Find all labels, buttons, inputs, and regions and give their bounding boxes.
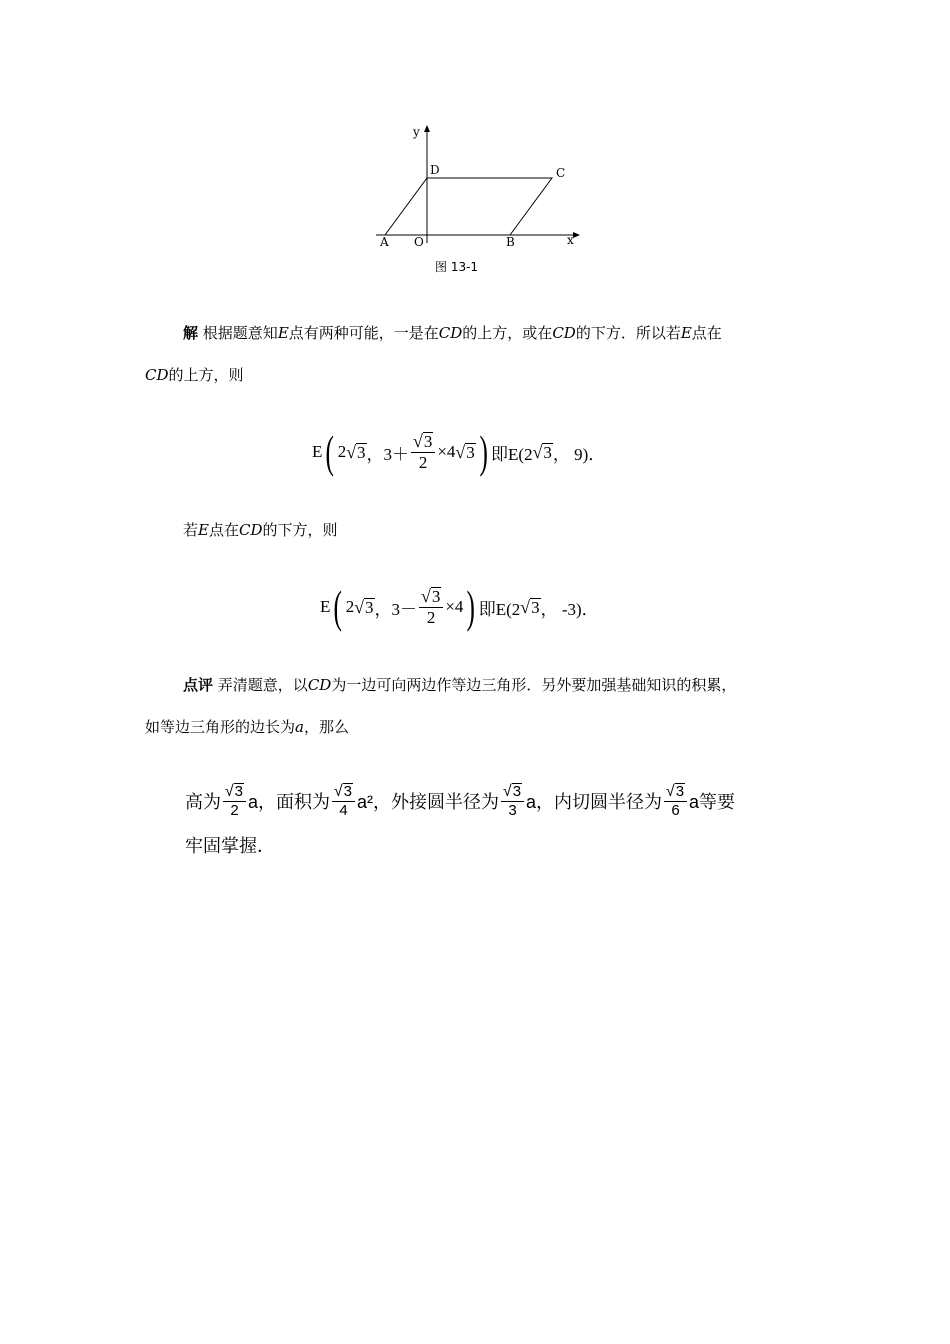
label-c: C <box>556 166 566 180</box>
parallelogram-abcd <box>385 178 552 235</box>
condition-2 <box>183 523 338 538</box>
eq2-sep: ， <box>374 599 392 619</box>
eq1-close-paren: ) <box>479 426 488 477</box>
eq1-a: 2 <box>337 442 347 461</box>
review-text-2: 如等边三角形的边长为 <box>145 718 296 736</box>
eq1-sep: ， <box>366 444 384 464</box>
cond2-mid: 点在 <box>208 521 239 539</box>
point-e-2: E <box>680 324 692 342</box>
label-d: D <box>430 163 440 177</box>
solution-text-d: 的下方．所以若 <box>575 324 681 342</box>
label-b: B <box>506 235 515 249</box>
review-text-1b: 为一边可向两边作等边三角形．另外要加强基础知识的积累， <box>331 676 737 694</box>
eq2-then: 即E(2 <box>478 599 521 619</box>
eq1-times: ×4 <box>437 442 456 461</box>
review-cd: CD <box>307 676 332 694</box>
solution-text: 根据题意知 <box>202 324 278 342</box>
eq2-sqrt-3: √ 3 <box>520 596 540 617</box>
review-text-1: 弄清题意，以 <box>217 676 308 694</box>
solution-line-1 <box>183 326 722 341</box>
eq1-fraction: √ 3 2 <box>411 432 435 472</box>
cond2-post: 的下方，则 <box>262 521 338 539</box>
eq1-sqrt-2: √ 3 <box>455 441 475 462</box>
summary-s1: a，面积为 <box>248 792 331 812</box>
point-e: E <box>277 324 289 342</box>
eq2-times: ×4 <box>445 597 464 616</box>
solution-text-b: 点有两种可能，一是在 <box>288 324 439 342</box>
eq1-sqrt-3: √ 3 <box>532 441 552 462</box>
review-text-2b: ，那么 <box>303 718 349 736</box>
cond2-e: E <box>198 521 209 539</box>
cond2-cd: CD <box>238 521 263 539</box>
summary-p1: 高为 <box>185 792 221 812</box>
summary-line-1 <box>185 775 735 827</box>
solution-label: 解 <box>183 324 199 342</box>
equation-1 <box>312 420 605 484</box>
label-x: x <box>567 233 574 247</box>
summary-s3: a，内切圆半径为 <box>526 792 663 812</box>
solution-text-f: 的上方，则 <box>168 366 244 384</box>
solution-text-e: 点在 <box>691 324 722 342</box>
eq1-b: 3＋ <box>383 444 410 464</box>
y-axis-arrow-icon <box>424 125 430 132</box>
segment-cd-3: CD <box>145 366 169 384</box>
eq2-sqrt: √ 3 <box>354 596 374 617</box>
segment-cd: CD <box>438 324 463 342</box>
summary-line-2: 牢固掌握． <box>185 836 275 856</box>
label-y: y <box>413 125 420 139</box>
eq2-close-paren: ) <box>466 581 476 632</box>
summary-s4: a等要 <box>689 792 736 812</box>
review-line-2 <box>145 720 349 735</box>
eq1-e: E <box>312 442 323 461</box>
summary-frac-3: √ 3 3 <box>501 783 524 819</box>
summary-frac-1: √ 3 2 <box>223 783 246 819</box>
review-line-1 <box>183 678 736 693</box>
review-label: 点评 <box>183 676 214 694</box>
solution-line-2 <box>145 368 244 383</box>
eq1-open-paren: ( <box>325 426 335 477</box>
eq2-e: E <box>320 597 331 616</box>
figure-caption: 图 13-1 <box>435 260 479 274</box>
label-o: O <box>414 235 424 249</box>
label-a: A <box>380 235 389 249</box>
summary-s2: a²，外接圆半径为 <box>357 792 500 812</box>
x-axis-arrow-icon <box>573 232 580 238</box>
eq2-a: 2 <box>345 597 355 616</box>
summary-frac-4: √ 3 6 <box>664 783 687 819</box>
eq2-tail: ， -3)． <box>540 599 599 619</box>
cond2-pre: 若 <box>183 521 199 539</box>
equation-2 <box>320 575 599 639</box>
eq1-tail: ， 9)． <box>552 444 606 464</box>
solution-text-c: 的上方，或在 <box>462 324 553 342</box>
eq2-b: 3－ <box>391 599 418 619</box>
eq1-then: 即E(2 <box>491 444 533 464</box>
figure-13-1 <box>368 118 598 278</box>
eq2-open-paren: ( <box>333 581 343 632</box>
review-a: a <box>295 718 304 736</box>
eq1-sqrt: √ 3 <box>346 441 366 462</box>
summary-frac-2: √ 3 4 <box>332 783 355 819</box>
segment-cd-2: CD <box>552 324 576 342</box>
eq2-fraction: √ 3 2 <box>419 587 443 627</box>
